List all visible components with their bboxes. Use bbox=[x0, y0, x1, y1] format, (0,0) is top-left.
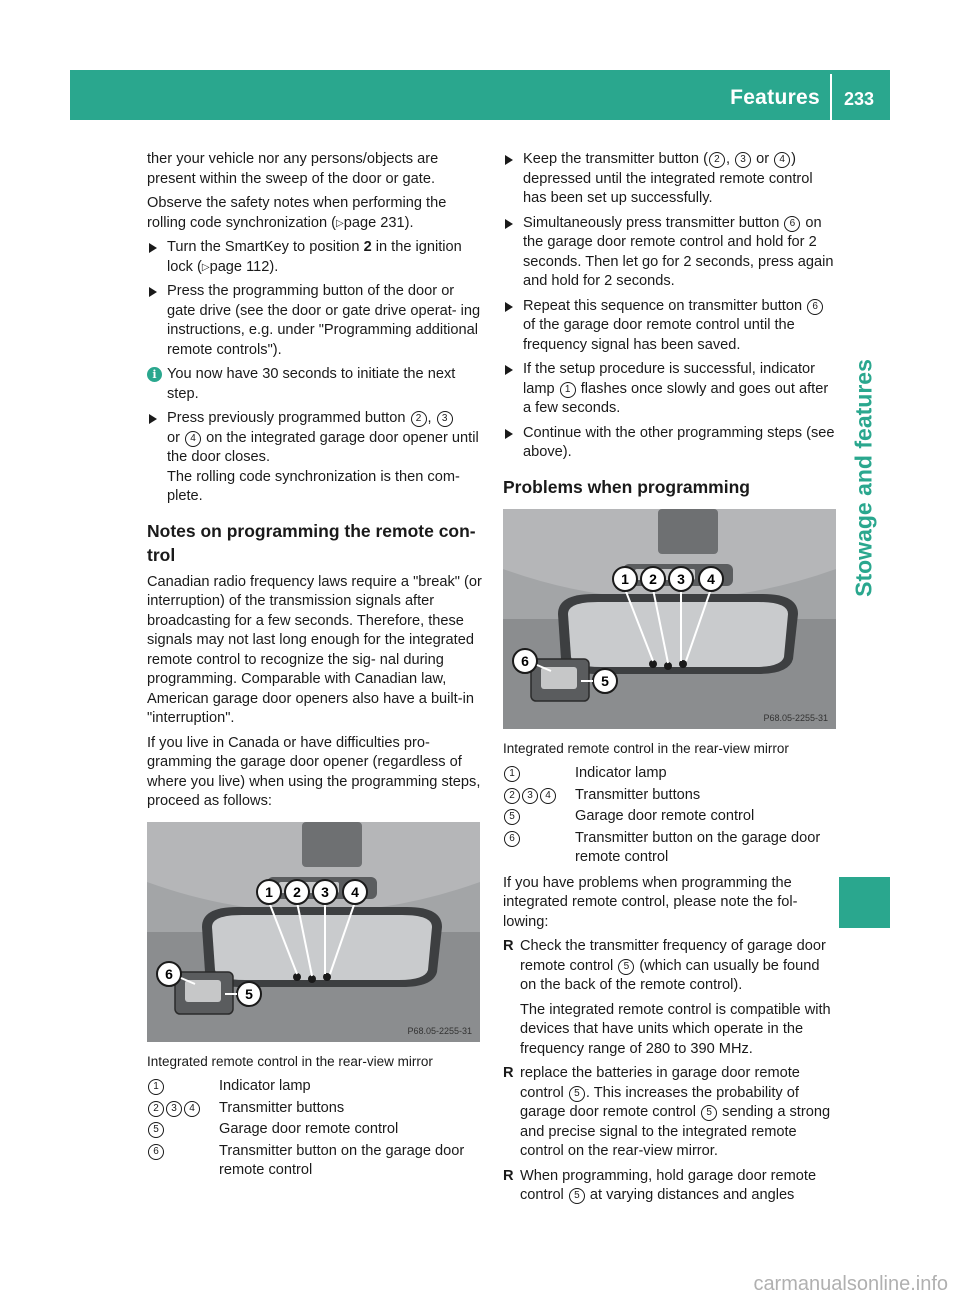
mirror-figure bbox=[503, 509, 836, 729]
callout-label: 1 bbox=[621, 570, 629, 587]
step-arrow-icon bbox=[149, 414, 157, 424]
instruction-step: If the setup procedure is successful, indicator lamp 1 flashes once slowly and goes out after a few seconds. bbox=[503, 360, 836, 419]
callout-4-icon: 4 bbox=[185, 431, 201, 447]
callout-1-icon: 1 bbox=[560, 382, 576, 398]
paragraph: ther your vehicle nor any persons/objects are present within the sweep of the door or gate. bbox=[147, 151, 439, 187]
callout-2-icon: 2 bbox=[148, 1101, 164, 1117]
step-arrow-icon bbox=[505, 155, 513, 165]
info-icon: i bbox=[147, 367, 162, 382]
callout-6-icon: 6 bbox=[148, 1144, 164, 1160]
callout-label: 5 bbox=[245, 985, 253, 1002]
callout-1-icon: 1 bbox=[148, 1079, 164, 1095]
step-arrow-icon bbox=[505, 365, 513, 375]
callout-4-icon: 4 bbox=[184, 1101, 200, 1117]
section-heading: Notes on programming the remote con- trol bbox=[147, 520, 476, 565]
instruction-step: Keep the transmitter button ( 2 , 3 or 4 ) depressed until the integrated remote control has been set up successfully. bbox=[503, 150, 836, 209]
right-column bbox=[503, 150, 836, 1211]
section-title: Features bbox=[730, 86, 820, 109]
legend-row: 1 Indicator lamp bbox=[503, 764, 836, 784]
callout-6-icon: 6 bbox=[504, 831, 520, 847]
legend-row: 2 3 4 Transmitter buttons bbox=[503, 786, 836, 806]
callout-6-icon: 6 bbox=[784, 216, 800, 232]
instruction-step: Turn the SmartKey to position 2 in the ignition lock (▷page 112). bbox=[147, 238, 483, 277]
callout-5-icon: 5 bbox=[569, 1086, 585, 1102]
paragraph: Observe the safety notes when performing the rolling code synchronization (▷page 231). bbox=[147, 194, 483, 233]
bullet-icon: R bbox=[503, 1167, 514, 1184]
callout-5-icon: 5 bbox=[569, 1188, 585, 1204]
bullet-item: R Check the transmitter frequency of garage door remote control 5 (which can usually be found on the back of the remote control). The integrated remote control is compatible with devices that have units which operate in the frequency range of 280 to 390 MHz. bbox=[503, 938, 831, 1057]
mirror-figure bbox=[147, 822, 480, 1042]
side-tab bbox=[838, 120, 890, 1202]
figure-legend bbox=[503, 764, 836, 868]
page-link[interactable]: page 112). bbox=[209, 258, 279, 275]
step-arrow-icon bbox=[149, 287, 157, 297]
callout-label: 6 bbox=[521, 652, 529, 669]
bullet-item: R replace the batteries in garage door remote control 5 . This increases the probability of garage door remote control 5 sending a strong and precise signal to the integrated remote control on the rear-view mirror. bbox=[503, 1065, 831, 1159]
callout-5-icon: 5 bbox=[504, 809, 520, 825]
callout-label: 1 bbox=[265, 883, 273, 900]
side-tab-title: Stowage and features bbox=[850, 359, 877, 597]
step-arrow-icon bbox=[149, 243, 157, 253]
instruction-step: Simultaneously press transmitter button 6 on the garage door remote control and hold for 2 seconds. Then let go for 2 seconds, press again and hold for 2 seconds. bbox=[503, 214, 836, 292]
page-number: 233 bbox=[844, 89, 875, 109]
callout-label: 4 bbox=[351, 883, 359, 900]
callout-label: 5 bbox=[601, 672, 609, 689]
callout-label: 3 bbox=[677, 570, 685, 587]
figure-code: P68.05-2255-31 bbox=[407, 1025, 472, 1036]
legend-row: 2 3 4 Transmitter buttons bbox=[147, 1099, 483, 1119]
callout-3-icon: 3 bbox=[522, 788, 538, 804]
callout-2-icon: 2 bbox=[504, 788, 520, 804]
page-ref-icon: ▷ bbox=[201, 261, 210, 273]
callout-label: 3 bbox=[321, 883, 329, 900]
instruction-step: Repeat this sequence on transmitter button 6 of the garage door remote control until the frequency signal has been saved. bbox=[503, 297, 836, 356]
callout-5-icon: 5 bbox=[618, 959, 634, 975]
instruction-step: Continue with the other programming steps (see above). bbox=[503, 424, 836, 463]
bullet-icon: R bbox=[503, 1065, 514, 1081]
legend-row: 5 Garage door remote control bbox=[147, 1120, 483, 1140]
step-arrow-icon bbox=[505, 302, 513, 312]
paragraph: If you live in Canada or have difficulties pro- gramming the garage door opener (regardless of where you live) when using the programming steps, proceed as follows: bbox=[147, 734, 481, 809]
legend-row: 6 Transmitter button on the garage door remote control bbox=[147, 1142, 483, 1181]
bullet-icon: R bbox=[503, 938, 514, 954]
callout-6-icon: 6 bbox=[807, 299, 823, 315]
header-divider bbox=[830, 74, 832, 120]
callout-3-icon: 3 bbox=[166, 1101, 182, 1117]
paragraph: If you have problems when programming the integrated remote control, please note the fol- lowing: bbox=[503, 874, 798, 930]
callout-3-icon: 3 bbox=[735, 152, 751, 168]
instruction-step: Press the programming button of the door or gate drive (see the door or gate drive operat- ing instructions, e.g. under "Programming additional remote controls"). bbox=[147, 282, 483, 360]
bullet-item: R When programming, hold garage door remote control 5 at varying distances and angles bbox=[503, 1167, 817, 1203]
paragraph: Canadian radio frequency laws require a "break" (or interruption) of the transmission signals after broadcasting for a few seconds. Therefore, these signals may not last long enough for the integrated remote control to recognize the sig- nal during programming. Comparable with Canadian law, American garage door openers also have a built-in "interruption". bbox=[147, 573, 482, 726]
callout-label: 2 bbox=[649, 570, 657, 587]
figure-caption: Integrated remote control in the rear-view mirror bbox=[503, 740, 789, 756]
section-heading: Problems when programming bbox=[503, 476, 750, 497]
figure-legend bbox=[147, 1077, 483, 1181]
step-arrow-icon bbox=[505, 429, 513, 439]
legend-row: 1 Indicator lamp bbox=[147, 1077, 483, 1097]
callout-5-icon: 5 bbox=[701, 1105, 717, 1121]
instruction-step: Press previously programmed button 2 , 3 or 4 on the integrated garage door opener until the door closes. The rolling code synchronization is then com- plete. bbox=[147, 409, 483, 507]
legend-row: 5 Garage door remote control bbox=[503, 807, 836, 827]
page-link[interactable]: page 231). bbox=[343, 214, 414, 231]
callout-label: 2 bbox=[293, 883, 301, 900]
callout-5-icon: 5 bbox=[148, 1122, 164, 1138]
legend-row: 6 Transmitter button on the garage door remote control bbox=[503, 829, 836, 868]
callout-2-icon: 2 bbox=[411, 411, 427, 427]
callout-4-icon: 4 bbox=[540, 788, 556, 804]
callout-4-icon: 4 bbox=[774, 152, 790, 168]
page-ref-icon: ▷ bbox=[336, 217, 344, 229]
info-note: i You now have 30 seconds to initiate the next step. bbox=[147, 365, 483, 404]
callout-1-icon: 1 bbox=[504, 766, 520, 782]
figure-caption: Integrated remote control in the rear-view mirror bbox=[147, 1053, 433, 1069]
side-tab-marker bbox=[839, 877, 890, 928]
callout-label: 6 bbox=[165, 965, 173, 982]
watermark: carmanualsonline.info bbox=[753, 1273, 948, 1295]
page-header bbox=[70, 70, 890, 120]
left-column bbox=[147, 150, 483, 1183]
callout-2-icon: 2 bbox=[709, 152, 725, 168]
callout-3-icon: 3 bbox=[437, 411, 453, 427]
callout-label: 4 bbox=[707, 570, 715, 587]
step-arrow-icon bbox=[505, 219, 513, 229]
figure-code: P68.05-2255-31 bbox=[763, 712, 828, 723]
